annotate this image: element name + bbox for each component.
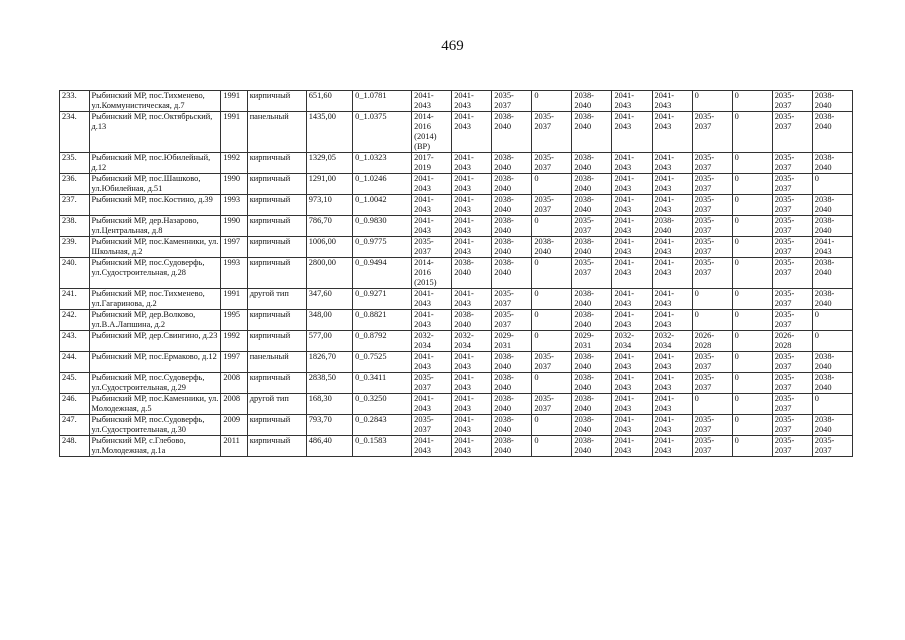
repair-period-cell: 2035-2037 (772, 436, 812, 457)
floor-area-cell: 2838,50 (306, 373, 352, 394)
repair-period-cell: 2038-2040 (492, 174, 532, 195)
repair-period-cell: 2041-2043 (452, 373, 492, 394)
repair-period-cell: 2041-2043 (412, 310, 452, 331)
repair-period-cell: 2035-2037 (572, 258, 612, 289)
repair-period-cell: 0 (532, 436, 572, 457)
year-built-cell: 1990 (221, 174, 247, 195)
row-number-cell: 247. (60, 415, 90, 436)
repair-period-cell: 0 (732, 436, 772, 457)
floor-area-cell: 651,60 (306, 91, 352, 112)
wall-material-cell: кирпичный (247, 373, 306, 394)
table-row (60, 195, 853, 216)
repair-period-cell: 2035-2037 (692, 153, 732, 174)
repair-period-cell: 2038-2040 (452, 310, 492, 331)
repair-period-cell: 2032-2034 (452, 331, 492, 352)
repair-period-cell: 2038-2040 (572, 373, 612, 394)
address-cell: Рыбинский МР, пос.Каменники, ул. Школьная, д.2 (89, 237, 221, 258)
year-built-cell: 1993 (221, 258, 247, 289)
repair-period-cell: 2041-2043 (412, 352, 452, 373)
row-number-cell: 240. (60, 258, 90, 289)
floor-area-cell: 486,40 (306, 436, 352, 457)
repair-period-cell: 2032-2034 (412, 331, 452, 352)
repair-period-cell: 2035-2037 (492, 289, 532, 310)
repair-period-cell: 2041-2043 (812, 237, 852, 258)
repair-period-cell: 0 (532, 258, 572, 289)
repair-period-cell: 2035-2037 (572, 216, 612, 237)
repair-period-cell: 0 (812, 331, 852, 352)
year-built-cell: 1997 (221, 352, 247, 373)
repair-period-cell: 0 (532, 216, 572, 237)
repair-period-cell: 2041-2043 (452, 352, 492, 373)
repair-period-cell: 2041-2043 (652, 195, 692, 216)
repair-period-cell: 2041-2043 (612, 352, 652, 373)
table-row (60, 415, 853, 436)
address-cell: Рыбинский МР, пос.Судоверфь, ул.Судостроительная, д.30 (89, 415, 221, 436)
index-cell: 0_0.2843 (353, 415, 412, 436)
repair-period-cell: 0 (532, 310, 572, 331)
repair-period-cell: 2041-2043 (412, 436, 452, 457)
repair-period-cell: 2038-2040 (812, 195, 852, 216)
repair-period-cell: 0 (732, 258, 772, 289)
repair-period-cell: 0 (732, 195, 772, 216)
index-cell: 0_0.8792 (353, 331, 412, 352)
table-row (60, 216, 853, 237)
repair-period-cell: 2014-2016 (2015) (412, 258, 452, 289)
row-number-cell: 241. (60, 289, 90, 310)
repair-period-cell: 2041-2043 (652, 352, 692, 373)
index-cell: 0_1.0375 (353, 112, 412, 153)
row-number-cell: 248. (60, 436, 90, 457)
table-row (60, 237, 853, 258)
index-cell: 0_0.1583 (353, 436, 412, 457)
repair-period-cell: 2041-2043 (612, 415, 652, 436)
repair-period-cell: 2038-2040 (812, 91, 852, 112)
repair-period-cell: 2035-2037 (692, 112, 732, 153)
address-cell: Рыбинский МР, пос.Тихменево, ул.Коммунистическая, д.7 (89, 91, 221, 112)
address-cell: Рыбинский МР, дер.Волково, ул.В.А.Лапшина, д.2 (89, 310, 221, 331)
floor-area-cell: 1826,70 (306, 352, 352, 373)
index-cell: 0_0.9830 (353, 216, 412, 237)
repair-period-cell: 2038-2040 (572, 91, 612, 112)
repair-period-cell: 2038-2040 (492, 237, 532, 258)
wall-material-cell: кирпичный (247, 436, 306, 457)
floor-area-cell: 2800,00 (306, 258, 352, 289)
repair-period-cell: 0 (732, 289, 772, 310)
repair-period-cell: 2041-2043 (452, 195, 492, 216)
repair-period-cell: 2041-2043 (412, 216, 452, 237)
repair-period-cell: 2035-2037 (532, 195, 572, 216)
repair-period-cell: 2032-2034 (612, 331, 652, 352)
year-built-cell: 1995 (221, 310, 247, 331)
repair-period-cell: 2038-2040 (492, 112, 532, 153)
index-cell: 0_1.0042 (353, 195, 412, 216)
repair-period-cell: 2041-2043 (412, 91, 452, 112)
address-cell: Рыбинский МР, дер.Назарово, ул.Центральная, д.8 (89, 216, 221, 237)
repair-period-cell: 2038-2040 (452, 258, 492, 289)
repair-period-cell: 2035-2037 (772, 258, 812, 289)
wall-material-cell: другой тип (247, 289, 306, 310)
repair-period-cell: 2038-2040 (492, 373, 532, 394)
repair-period-cell: 2035-2037 (412, 237, 452, 258)
row-number-cell: 246. (60, 394, 90, 415)
repair-period-cell: 2035-2037 (692, 258, 732, 289)
repair-period-cell: 2026-2028 (772, 331, 812, 352)
address-cell: Рыбинский МР, с.Глебово, ул.Молодежная, д.1а (89, 436, 221, 457)
repair-period-cell: 2041-2043 (612, 195, 652, 216)
repair-period-cell: 2041-2043 (652, 91, 692, 112)
repair-period-cell: 2035-2037 (532, 352, 572, 373)
address-cell: Рыбинский МР, пос.Юбилейный, д.12 (89, 153, 221, 174)
row-number-cell: 236. (60, 174, 90, 195)
repair-period-cell: 2038-2040 (492, 394, 532, 415)
row-number-cell: 243. (60, 331, 90, 352)
table-row (60, 112, 853, 153)
repair-period-cell: 0 (732, 331, 772, 352)
repair-period-cell: 2035-2037 (532, 112, 572, 153)
wall-material-cell: кирпичный (247, 237, 306, 258)
repair-period-cell: 0 (532, 174, 572, 195)
repair-period-cell: 2035-2037 (772, 310, 812, 331)
address-cell: Рыбинский МР, пос.Шашково, ул.Юбилейная, д.51 (89, 174, 221, 195)
repair-period-cell: 2035-2037 (772, 415, 812, 436)
floor-area-cell: 1291,00 (306, 174, 352, 195)
repair-period-cell: 2038-2040 (492, 415, 532, 436)
floor-area-cell: 348,00 (306, 310, 352, 331)
address-cell: Рыбинский МР, пос.Октябрьский, д.13 (89, 112, 221, 153)
repair-period-cell: 2041-2043 (652, 394, 692, 415)
floor-area-cell: 1006,00 (306, 237, 352, 258)
repair-period-cell: 0 (732, 91, 772, 112)
table-row (60, 258, 853, 289)
floor-area-cell: 1329,05 (306, 153, 352, 174)
repair-period-cell: 2035-2037 (692, 174, 732, 195)
address-cell: Рыбинский МР, пос.Каменники, ул. Молодежная, д.5 (89, 394, 221, 415)
floor-area-cell: 1435,00 (306, 112, 352, 153)
wall-material-cell: панельный (247, 352, 306, 373)
repair-period-cell: 0 (532, 373, 572, 394)
wall-material-cell: кирпичный (247, 331, 306, 352)
repair-period-cell: 2041-2043 (612, 289, 652, 310)
repair-period-cell: 2041-2043 (612, 394, 652, 415)
year-built-cell: 1997 (221, 237, 247, 258)
index-cell: 0_1.0781 (353, 91, 412, 112)
repair-period-cell: 2026-2028 (692, 331, 732, 352)
wall-material-cell: другой тип (247, 394, 306, 415)
repair-period-cell: 2038-2040 (572, 174, 612, 195)
row-number-cell: 239. (60, 237, 90, 258)
floor-area-cell: 786,70 (306, 216, 352, 237)
wall-material-cell: кирпичный (247, 91, 306, 112)
repair-period-cell: 0 (692, 394, 732, 415)
row-number-cell: 237. (60, 195, 90, 216)
repair-period-cell: 2041-2043 (612, 436, 652, 457)
repair-period-cell: 2035-2037 (692, 237, 732, 258)
year-built-cell: 2008 (221, 373, 247, 394)
floor-area-cell: 168,30 (306, 394, 352, 415)
repair-period-cell: 0 (812, 394, 852, 415)
repair-period-cell: 0 (732, 352, 772, 373)
index-cell: 0_0.9494 (353, 258, 412, 289)
repair-period-cell: 2035-2037 (772, 352, 812, 373)
row-number-cell: 235. (60, 153, 90, 174)
repair-period-cell: 2035-2037 (492, 310, 532, 331)
repair-period-cell: 0 (732, 310, 772, 331)
year-built-cell: 1992 (221, 153, 247, 174)
repair-period-cell: 2038-2040 (812, 258, 852, 289)
floor-area-cell: 577,00 (306, 331, 352, 352)
index-cell: 0_1.0323 (353, 153, 412, 174)
year-built-cell: 1991 (221, 289, 247, 310)
repair-period-cell: 2035-2037 (772, 112, 812, 153)
repair-period-cell: 2017-2019 (412, 153, 452, 174)
index-cell: 0_1.0246 (353, 174, 412, 195)
repair-period-cell: 2035-2037 (772, 195, 812, 216)
repair-period-cell: 2041-2043 (652, 415, 692, 436)
repair-period-cell: 2041-2043 (412, 174, 452, 195)
repair-period-cell: 0 (732, 174, 772, 195)
repair-period-cell: 2038-2040 (812, 153, 852, 174)
year-built-cell: 1991 (221, 91, 247, 112)
repair-period-cell: 2041-2043 (612, 91, 652, 112)
row-number-cell: 238. (60, 216, 90, 237)
repair-period-cell: 0 (732, 237, 772, 258)
repair-period-cell: 2038-2040 (492, 216, 532, 237)
repair-period-cell: 0 (532, 91, 572, 112)
repair-period-cell: 2038-2040 (572, 436, 612, 457)
repair-period-cell: 2041-2043 (652, 310, 692, 331)
year-built-cell: 1993 (221, 195, 247, 216)
floor-area-cell: 793,70 (306, 415, 352, 436)
repair-period-cell: 2035-2037 (772, 237, 812, 258)
repair-period-cell: 2038-2040 (572, 310, 612, 331)
repair-period-cell: 2041-2043 (652, 153, 692, 174)
repair-period-cell: 2038-2040 (572, 415, 612, 436)
table-row (60, 373, 853, 394)
table-row (60, 174, 853, 195)
repair-period-cell: 2035-2037 (772, 91, 812, 112)
repair-period-cell: 2041-2043 (452, 153, 492, 174)
repair-period-cell: 2041-2043 (452, 237, 492, 258)
repair-period-cell: 2035-2037 (412, 373, 452, 394)
page-number: 469 (441, 38, 464, 54)
year-built-cell: 2008 (221, 394, 247, 415)
repair-period-cell: 2038-2040 (812, 112, 852, 153)
repair-period-cell: 2041-2043 (652, 237, 692, 258)
repair-period-cell: 2038-2040 (812, 352, 852, 373)
repair-period-cell: 2035-2037 (692, 195, 732, 216)
repair-period-cell: 2035-2037 (812, 436, 852, 457)
repair-period-cell: 0 (732, 112, 772, 153)
repair-period-cell: 0 (732, 394, 772, 415)
index-cell: 0_0.9775 (353, 237, 412, 258)
index-cell: 0_0.8821 (353, 310, 412, 331)
repair-period-cell: 2041-2043 (452, 415, 492, 436)
index-cell: 0_0.9271 (353, 289, 412, 310)
repair-period-cell: 2038-2040 (572, 112, 612, 153)
repair-period-cell: 2041-2043 (612, 373, 652, 394)
repair-period-cell: 2038-2040 (492, 153, 532, 174)
table-row (60, 153, 853, 174)
repair-period-cell: 2035-2037 (772, 216, 812, 237)
housing-register-table (59, 90, 853, 457)
repair-period-cell: 2041-2043 (652, 174, 692, 195)
repair-period-cell: 0 (692, 310, 732, 331)
repair-period-cell: 2041-2043 (452, 394, 492, 415)
repair-period-cell: 2035-2037 (692, 352, 732, 373)
wall-material-cell: кирпичный (247, 216, 306, 237)
table-row (60, 352, 853, 373)
year-built-cell: 1991 (221, 112, 247, 153)
row-number-cell: 234. (60, 112, 90, 153)
address-cell: Рыбинский МР, пос.Ермаково, д.12 (89, 352, 221, 373)
repair-period-cell: 2035-2037 (772, 394, 812, 415)
repair-period-cell: 2029-2031 (492, 331, 532, 352)
repair-period-cell: 2038-2040 (812, 216, 852, 237)
repair-period-cell: 2041-2043 (452, 91, 492, 112)
table-body (60, 91, 853, 457)
year-built-cell: 1992 (221, 331, 247, 352)
wall-material-cell: кирпичный (247, 195, 306, 216)
repair-period-cell: 2035-2037 (532, 153, 572, 174)
repair-period-cell: 2041-2043 (612, 310, 652, 331)
repair-period-cell: 2038-2040 (652, 216, 692, 237)
repair-period-cell: 0 (812, 174, 852, 195)
wall-material-cell: кирпичный (247, 415, 306, 436)
repair-period-cell: 2038-2040 (812, 373, 852, 394)
repair-period-cell: 2041-2043 (612, 216, 652, 237)
wall-material-cell: кирпичный (247, 258, 306, 289)
repair-period-cell: 2032-2034 (652, 331, 692, 352)
repair-period-cell: 0 (732, 216, 772, 237)
repair-period-cell: 2038-2040 (492, 436, 532, 457)
repair-period-cell: 2038-2040 (572, 195, 612, 216)
year-built-cell: 2011 (221, 436, 247, 457)
table-row (60, 394, 853, 415)
floor-area-cell: 973,10 (306, 195, 352, 216)
repair-period-cell: 2014-2016 (2014) (ВР) (412, 112, 452, 153)
repair-period-cell: 0 (732, 373, 772, 394)
repair-period-cell: 2038-2040 (492, 195, 532, 216)
repair-period-cell: 0 (732, 415, 772, 436)
index-cell: 0_0.3250 (353, 394, 412, 415)
floor-area-cell: 347,60 (306, 289, 352, 310)
table-row (60, 289, 853, 310)
repair-period-cell: 2041-2043 (612, 174, 652, 195)
repair-period-cell: 2041-2043 (612, 237, 652, 258)
address-cell: Рыбинский МР, пос.Костино, д.39 (89, 195, 221, 216)
repair-period-cell: 2038-2040 (572, 237, 612, 258)
repair-period-cell: 2035-2037 (772, 289, 812, 310)
repair-period-cell: 2041-2043 (412, 195, 452, 216)
repair-period-cell: 2035-2037 (692, 436, 732, 457)
address-cell: Рыбинский МР, пос.Тихменево, ул.Гагаринова, д.2 (89, 289, 221, 310)
row-number-cell: 242. (60, 310, 90, 331)
repair-period-cell: 2041-2043 (452, 112, 492, 153)
repair-period-cell: 2038-2040 (572, 289, 612, 310)
address-cell: Рыбинский МР, дер.Свингино, д.23 (89, 331, 221, 352)
wall-material-cell: панельный (247, 112, 306, 153)
table-row (60, 91, 853, 112)
repair-period-cell: 2038-2040 (572, 352, 612, 373)
repair-period-cell: 2041-2043 (652, 289, 692, 310)
repair-period-cell: 0 (532, 415, 572, 436)
year-built-cell: 1990 (221, 216, 247, 237)
repair-period-cell: 2041-2043 (612, 258, 652, 289)
address-cell: Рыбинский МР, пос.Судоверфь, ул.Судостроительная, д.28 (89, 258, 221, 289)
repair-period-cell: 2041-2043 (452, 289, 492, 310)
repair-period-cell: 0 (532, 331, 572, 352)
repair-period-cell: 2038-2040 (492, 352, 532, 373)
repair-period-cell: 0 (532, 289, 572, 310)
table-row (60, 331, 853, 352)
repair-period-cell: 2041-2043 (452, 216, 492, 237)
repair-period-cell: 0 (692, 91, 732, 112)
wall-material-cell: кирпичный (247, 310, 306, 331)
index-cell: 0_0.3411 (353, 373, 412, 394)
wall-material-cell: кирпичный (247, 153, 306, 174)
repair-period-cell: 2035-2037 (692, 216, 732, 237)
repair-period-cell: 2035-2037 (692, 373, 732, 394)
repair-period-cell: 2035-2037 (772, 153, 812, 174)
repair-period-cell: 2035-2037 (692, 415, 732, 436)
repair-period-cell: 2041-2043 (412, 289, 452, 310)
repair-period-cell: 2038-2040 (812, 415, 852, 436)
repair-period-cell: 2038-2040 (572, 153, 612, 174)
row-number-cell: 244. (60, 352, 90, 373)
repair-period-cell: 0 (812, 310, 852, 331)
repair-period-cell: 2038-2040 (572, 394, 612, 415)
year-built-cell: 2009 (221, 415, 247, 436)
repair-period-cell: 2041-2043 (652, 436, 692, 457)
address-cell: Рыбинский МР, пос.Судоверфь, ул.Судостроительная, д.29 (89, 373, 221, 394)
index-cell: 0_0.7525 (353, 352, 412, 373)
table-row (60, 436, 853, 457)
repair-period-cell: 0 (692, 289, 732, 310)
repair-period-cell: 2035-2037 (532, 394, 572, 415)
repair-period-cell: 2035-2037 (492, 91, 532, 112)
repair-period-cell: 2041-2043 (652, 258, 692, 289)
table-row (60, 310, 853, 331)
repair-period-cell: 2041-2043 (452, 174, 492, 195)
row-number-cell: 233. (60, 91, 90, 112)
row-number-cell: 245. (60, 373, 90, 394)
wall-material-cell: кирпичный (247, 174, 306, 195)
repair-period-cell: 2041-2043 (452, 436, 492, 457)
repair-period-cell: 2041-2043 (612, 153, 652, 174)
repair-period-cell: 2041-2043 (652, 373, 692, 394)
repair-period-cell: 2041-2043 (612, 112, 652, 153)
repair-period-cell: 2035-2037 (772, 174, 812, 195)
repair-period-cell: 2038-2040 (812, 289, 852, 310)
repair-period-cell: 2029-2031 (572, 331, 612, 352)
repair-period-cell: 2041-2043 (412, 394, 452, 415)
repair-period-cell: 2035-2037 (412, 415, 452, 436)
repair-period-cell: 0 (732, 153, 772, 174)
repair-period-cell: 2041-2043 (652, 112, 692, 153)
repair-period-cell: 2035-2037 (772, 373, 812, 394)
repair-period-cell: 2038-2040 (492, 258, 532, 289)
repair-period-cell: 2038-2040 (532, 237, 572, 258)
